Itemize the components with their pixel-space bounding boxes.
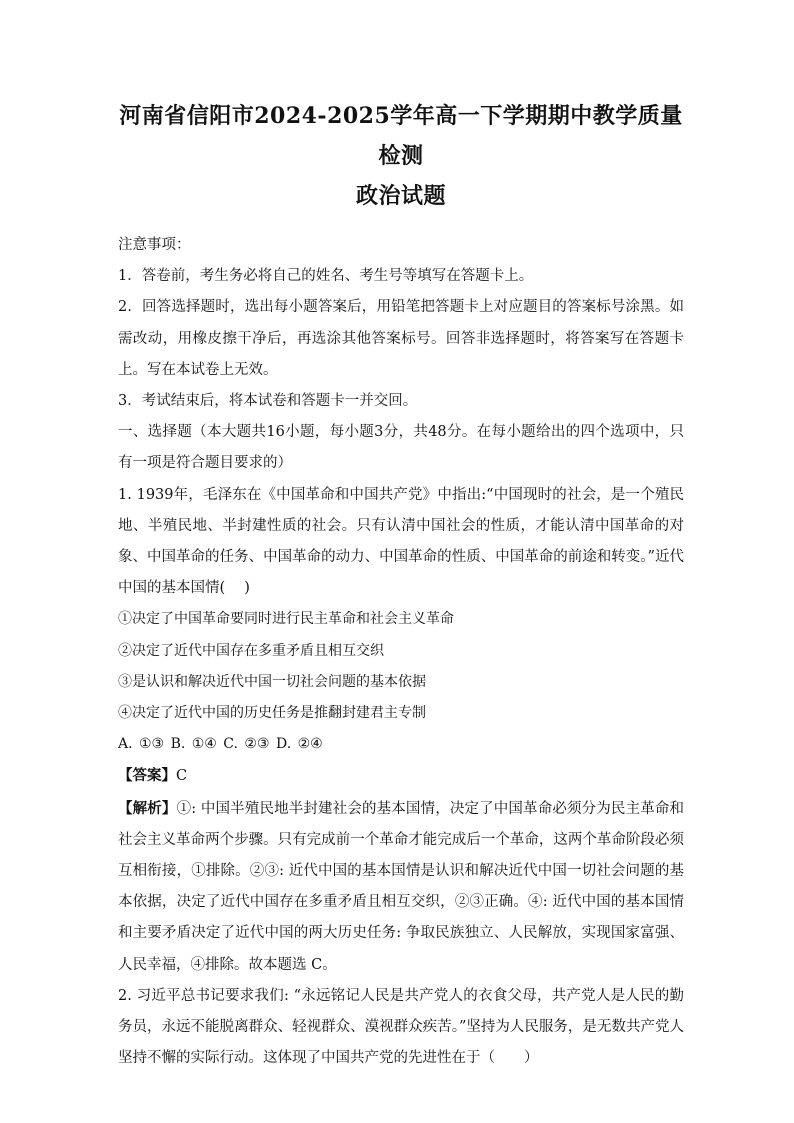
analysis-text: ①: 中国半殖民地半封建社会的基本国情，决定了中国革命必须分为民主革命和社会主义革命两个步骤。只有完成前一个革命才能完成后一个革命，这两个革命阶段必须互相衔接，①排除。②③: 近代中国的基本国情是认识和解决近代中国一切社会问题的基本依据，决定了近代中国存在多重矛盾且相互交织，②③正确。④: 近代中国的基本国情和主要矛盾决定了近代中国的两大历史任务: 争取民族独立、人民解放，实现国家富强、人民幸福，④排除。故本题选 C。	[118, 800, 685, 973]
analysis-tag: 【解析】	[118, 799, 177, 817]
question-1-option-4: ④决定了近代中国的历史任务是推翻封建君主专制	[118, 705, 426, 722]
question-1-option-3: ③是认识和解决近代中国一切社会问题的基本依据	[118, 673, 426, 690]
question-1-analysis	[118, 793, 684, 981]
question-1-stem: 1. 1939年，毛泽东在《中国革命和中国共产党》中指出:“中国现时的社会，是一个殖民地、半殖民地、半封建性质的社会。只有认清中国社会的性质，才能认清中国革命的对象、中国革命的任务、中国革命的动力、中国革命的性质、中国革命的前途和转变。”近代中国的基本国情( )	[118, 486, 684, 597]
answer-value: C	[176, 768, 188, 785]
question-1-answer	[118, 760, 684, 792]
exam-title: 河南省信阳市2024-2025学年高一下学期期中教学质量检测	[119, 103, 683, 169]
question-1-option-1: ①决定了中国革命要同时进行民主革命和社会主义革命	[118, 611, 454, 628]
notice-item-2: 2．回答选择题时，选出每小题答案后，用铅笔把答题卡上对应题目的答案标号涂黑。如需改动，用橡皮擦干净后，再选涂其他答案标号。回答非选择题时，将答案写在答题卡上。写在本试卷上无效。	[118, 299, 684, 378]
question-2-stem: 2. 习近平总书记要求我们: “永远铭记人民是共产党人的衣食父母，共产党人是人民的勤务员，永远不能脱离群众、轻视群众、漠视群众疾苦。”坚持为人民服务，是无数共产党人坚持不懈的实际行动。这体现了中国共产党的先进性在于（ ）	[118, 987, 684, 1067]
question-1-option-2: ②决定了近代中国存在多重矛盾且相互交织	[118, 642, 384, 659]
answer-tag: 【答案】	[118, 767, 176, 785]
question-1-choices: A. ①③ B. ①④ C. ②③ D. ②④	[118, 736, 323, 753]
exam-subject-title: 政治试题	[355, 183, 446, 209]
notice-heading: 注意事项：	[118, 237, 191, 253]
notice-item-3: 3．考试结束后，将本试卷和答题卡一并交回。	[118, 393, 418, 410]
section-heading: 一、选择题（本大题共16小题，每小题3分，共48分。在每小题给出的四个选项中，只有一项是符合题目要求的）	[118, 424, 684, 472]
notice-item-1: 1．答卷前，考生务必将自己的姓名、考生号等填写在答题卡上。	[118, 268, 534, 285]
